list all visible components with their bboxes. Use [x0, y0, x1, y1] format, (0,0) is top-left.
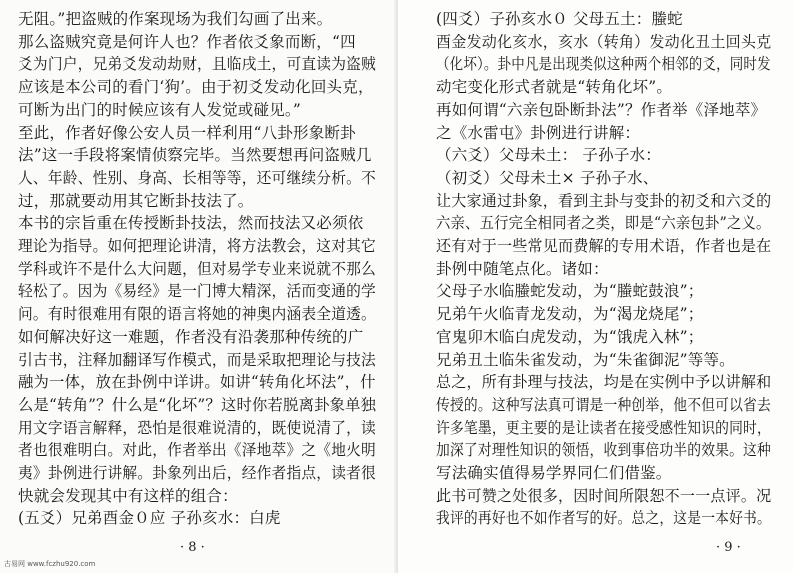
left-text-line: (五爻）兄弟酉金０应 子孙亥水：白虎 [18, 509, 281, 528]
left-text-line: 如何解决好这一难题，作者没有沿袭那种传统的广 [18, 327, 364, 346]
right-text-line: 父母子水临螣蛇发动，为“螣蛇鼓浪”； [436, 282, 704, 301]
right-text-line: 动宅变化形式者就是“转角化坏”。 [436, 78, 673, 97]
left-text-line: 学科或许不是什么大问题，但对易学专业来说就不那么 [18, 259, 376, 278]
right-text-line: 总之，所有卦理与技法，均是在实例中予以讲解和 [436, 373, 772, 392]
right-text-line: （初爻）父母未土× 子孙子水、 [436, 168, 659, 187]
right-page [398, 0, 793, 573]
left-text-line: 理论为指导。如何把理论讲清，将方法教会，这对其它 [18, 237, 376, 255]
left-text-line: 爻为门户，兄弟爻发动劫财，且临戌土，可直读为盗贼 [18, 55, 376, 74]
left-text-line: 那么盗贼究竟是何许人也？作者依爻象而断，“四 [18, 32, 356, 51]
left-text-line: 引古书，注释加翻译写作模式，而是采取把理论与技法 [18, 350, 376, 369]
left-text-line: 融为一体，放在卦例中详讲。如讲“转角化坏法”，什 [18, 373, 376, 392]
left-text-line: 轻松了。因为《易经》是一门博大精深，活而变通的学 [18, 282, 376, 301]
right-text-line: 许多笔墨，更主要的是让读者在接受感性知识的同时， [436, 418, 771, 437]
right-text-line: 兄弟丑土临朱雀发动，为“朱雀御泥”等等。 [436, 350, 735, 369]
right-text-line: 加深了对理性知识的领悟，收到事倍功半的效果。这种 [436, 441, 771, 460]
right-text-line: （化坏）。卦中凡是出现类似这种两个相邻的爻，同时发 [436, 55, 771, 74]
right-text-line: 官鬼卯木临白虎发动，为“饿虎入林”； [436, 327, 704, 346]
watermark: 古易网 www.fczhu920.com [4, 560, 96, 568]
left-text-line: 无阻。”把盗贼的作案现场为我们勾画了出来。 [18, 10, 333, 28]
right-text-line: 兄弟午火临青龙发动，为“渴龙烧尾”； [436, 305, 704, 324]
right-text-line: 写法确实值得易学界同仁们借鉴。 [436, 464, 672, 482]
right-text-line: 传授的。这种写法真可谓是一种创举，他不但可以省去 [436, 395, 771, 414]
right-text-line: 六亲、五行完全相同者之类，即是“六亲包卦”之义。 [436, 214, 771, 233]
left-text-line: 至此，作者好像公安人员一样利用“八卦形象断卦 [18, 123, 356, 142]
right-text-line: 酉金发动化亥水，亥水（转角）发动化丑土回头克 [436, 32, 772, 51]
right-text-line: (四爻）子孙亥水０ 父母五土：螣蛇 [436, 10, 683, 28]
right-text-line: 我评的再好也不如作者写的好。总之，这是一本好书。 [436, 509, 771, 528]
left-text-line: 可断为出门的时候应该有人发觉或碰见。” [18, 100, 301, 119]
left-text-line: 人、年龄、性别、身高、长相等等，还可继续分析。不 [18, 168, 376, 187]
left-text-line: 问。有时很难用有限的语言将她的神奥内涵表全道透。 [18, 305, 376, 324]
left-text-line: 快就会发现其中有这样的组合： [18, 486, 238, 505]
right-text-line: 卦例中随笔点化。诸如： [436, 259, 609, 278]
left-text-line: 法”这一手段将案情侦察完毕。当然要想再问盗贼几 [18, 146, 372, 165]
right-text-line: 让大家通过卦象，看到主卦与变卦的初爻和六爻的 [436, 191, 772, 210]
page-number-right: · 9 · [716, 540, 741, 555]
left-text-line: 应该是本公司的看门‘狗’。由于初爻发动化回头克， [18, 78, 374, 97]
left-text-line: 么是“转角”？什么是“化坏”？这时你若脱离卦象单独 [18, 395, 377, 414]
left-text-line: 夷》卦例进行讲解。卦象列出后，经作者指点，读者很 [18, 464, 376, 482]
left-text-line: 本书的宗旨重在传授断卦技法，然而技法又必须依 [18, 214, 364, 233]
left-text-line: 者也很难明白。对此，作者举出《泽地萃》之《地火明 [18, 441, 376, 460]
page-number-left: · 8 · [180, 540, 205, 555]
right-text-line: （六爻）父母未土： 子孙子水： [436, 146, 661, 165]
right-text-line: 之《水雷屯》卦例进行讲解： [436, 123, 641, 142]
right-text-line: 此书可赞之处很多，因时间所限恕不一一点评。况 [436, 486, 772, 505]
right-text-line: 再如何谓“六亲包卧断卦法”？作者举《泽地萃》 [436, 100, 767, 119]
left-text-line: 过，那就要动用其它断卦技法了。 [18, 191, 254, 210]
left-text-line: 用文字语言解释，恐怕是很难说清的，既使说清了，读 [18, 418, 376, 437]
right-text-line: 还有对于一些常见而费解的专用术语，作者也是在 [436, 237, 772, 255]
